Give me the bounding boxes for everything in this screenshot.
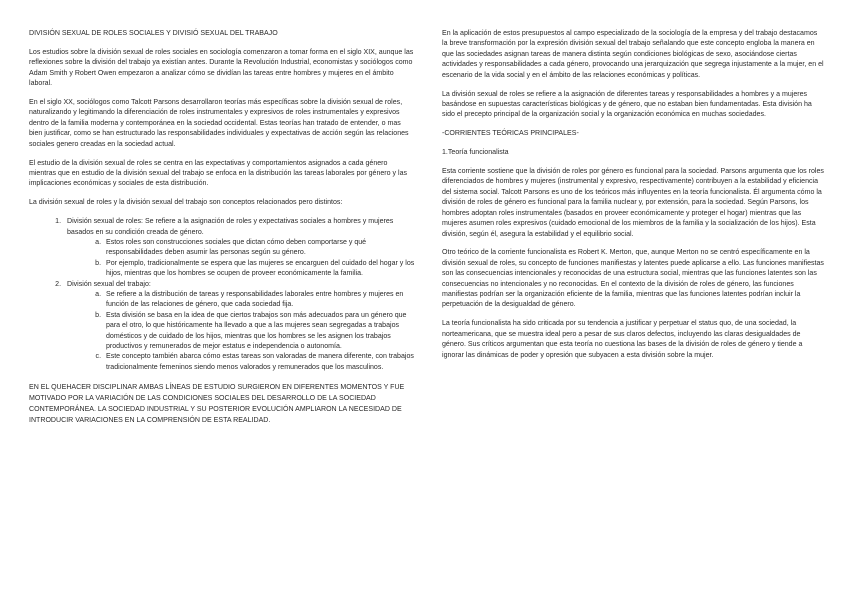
sub-list-item: c. Este concepto también abarca cómo estas tareas son valoradas de manera diferente, con trabajos tradicionalmente femeninos siendo menos valorados y remunerados que los masculinos. <box>103 352 415 373</box>
section-heading: -CORRIENTES TEÓRICAS PRINCIPALES- <box>442 130 579 138</box>
sub-list-item: a. Se refiere a la distribución de tareas y responsabilidades laborales entre hombres y mujeres en función de las relaciones de género, que cada sociedad fija. <box>103 290 415 311</box>
sub-list-item: b. Por ejemplo, tradicionalmente se espera que las mujeres se encarguen del cuidado del hogar y los hijos, mientras que los hombres se ocupen de proveer económicamente la familia. <box>103 259 415 280</box>
sub-list <box>67 290 415 373</box>
paragraph: Otro teórico de la corriente funcionalista es Robert K. Merton, que, aunque Merton no se centró específicamente en la división sexual de roles, su concepto de funciones manifiestas y latentes puede aplicarse a ello. Las funciones manifiestas son las consecuencias intencionales y reconocidas de una estructura social, mientras que las funciones latentes son las consecuencias no intencionales y no reconocidas. En el contexto de la división de roles de género, las funciones manifiestas podrían ser la organización eficiente de la familia, mientras que las funciones latentes podrían incluir la perpetuación de la desigualdad de género. <box>442 249 824 309</box>
sub-list-item: a. Estos roles son construcciones sociales que dictan cómo deben comportarse y qué responsabilidades deben asumir las personas según su género. <box>103 238 415 259</box>
paragraph: La división sexual de roles se refiere a la asignación de diferentes tareas y responsabilidades a hombres y a mujeres basándose en supuestas características biológicas y de género, que no estaban bien fundamentadas. Esta división ha sido el precepto principal de la organización social y la organización económica en muchas sociedades. <box>442 90 812 119</box>
numbered-list <box>29 217 415 373</box>
sub-list-item: b. Esta división se basa en la idea de que ciertos trabajos son más adecuados para un género que para el otro, lo que históricamente ha llevado a que a las mujeres sean segregadas a trabajos domésticos y de cuidado de los hijos, mientras que los hombres se les asignen los trabajos productivos y remunerados de mejor estatus e independencia o autonomía. <box>103 311 415 353</box>
list-item-text: División sexual del trabajo: <box>67 280 151 288</box>
document-title: DIVISIÓN SEXUAL DE ROLES SOCIALES Y DIVISIÓ SEXUAL DEL TRABAJO <box>29 30 278 37</box>
closing-paragraph: EN EL QUEHACER DISCIPLINAR AMBAS LÍNEAS DE ESTUDIO SURGIERON EN DIFERENTES MOMENTOS Y FUE MOTIVADO POR LA VARIACIÓN DE LAS CONDICIONES SOCIALES DEL DESARROLLO DE LA SOCIEDAD CONTEMPORÁNEA. LA SOCIEDAD INDUSTRIAL Y SU POSTERIOR EVOLUCIÓN AMPLIARON LA NECESIDAD DE INTRODUCIR VARIACIONES EN LA COMPRENSIÓN DE ESTA REALIDAD. <box>29 383 405 425</box>
list-item-text: División sexual de roles: Se refiere a la asignación de roles y expectativas sociales a hombres y mujeres basados en su condición creada de género. <box>67 218 394 236</box>
paragraph: El estudio de la división sexual de roles se centra en las expectativas y comportamientos asignados a cada género mientras que en estudio de la división sexual del trabajo se enfoca en la distribución las tareas laborales por género y las implicaciones económicas y sociales de esta distribución. <box>29 159 408 188</box>
subsection-heading: 1.Teoría funcionalista <box>442 149 509 157</box>
paragraph: En el siglo XX, sociólogos como Talcott Parsons desarrollaron teorías más específicas sobre la división sexual de roles, naturalizando y legitimando la diferenciación de roles instrumentales y expresivos de roles instrumentales y expresivos dentro de la familia moderna y contemporánea en la sociedad occidental. Estas teorías han tratado de entender, o mas bien justificar, como se han estructurado las responsabilidades individuales y expectativas de acción según las relaciones sociales genero creadas en la sociedad actual. <box>29 99 409 148</box>
list-item <box>63 280 415 374</box>
right-column <box>442 29 824 369</box>
list-item <box>63 217 415 279</box>
sub-list <box>67 238 415 280</box>
paragraph: La teoría funcionalista ha sido criticada por su tendencia a justificar y perpetuar el status quo, de una sociedad, la norteamericana, que se muestra ideal pero a pesar de sus claros defectos, incluyendo las claras desigualdades de género. Sus críticos argumentan que esta teoría no cuestiona las bases de la división de roles de género y tiende a ignorar las dinámicas de poder y opresión que subyacen a esta división sobre la mujer. <box>442 320 803 359</box>
paragraph: Los estudios sobre la división sexual de roles sociales en sociología comenzaron a tomar forma en el siglo XIX, aunque las reflexiones sobre la división del trabajo ya existían antes. Durante la Revolución Industrial, economistas y sociólogos como Adam Smith y Robert Owen empezaron a analizar cómo se dividían las tareas entre hombres y mujeres en el ámbito laboral. <box>29 48 414 88</box>
paragraph: Esta corriente sostiene que la división de roles por género es funcional para la sociedad. Parsons argumenta que los roles diferenciados de hombres y mujeres (instrumental y expresivo, respectivamente) contribuyen a la estabilidad y eficiencia del sistema social. Talcott Parsons es uno de los teóricos más influyentes en la teoría funcionalista. Él argumenta cómo la división de roles de género es funcional para la familia nuclear y, por extensión, para la sociedad. Según Parsons, los hombres adoptan roles instrumentales (basados en proveer económicamente y proteger el hogar) mientras que las mujeres asumen roles expresivos (cuidado emocional de los miembros de la familia y la socialización de los hijos). Esta división, según él, asegura la estabilidad y el equilibrio social. <box>442 168 824 238</box>
paragraph: En la aplicación de estos presupuestos al campo especializado de la sociología de la empresa y del trabajo destacamos la breve transformación por la expresión división sexual del trabajo señalando que este concepto engloba la manera en que las sociedades asignan tareas de manera distinta según condiciones biológicas de sexo, asociándose ciertas actividades y responsabilidades a cada género, provocando una jerarquización que segrega injustamente a la mujer, en el escenario de la vida social y en el ámbito de las relaciones económicas y políticas. <box>442 30 824 79</box>
left-column <box>29 29 415 435</box>
paragraph: La división sexual de roles y la división sexual del trabajo son conceptos relacionados pero distintos: <box>29 199 343 207</box>
